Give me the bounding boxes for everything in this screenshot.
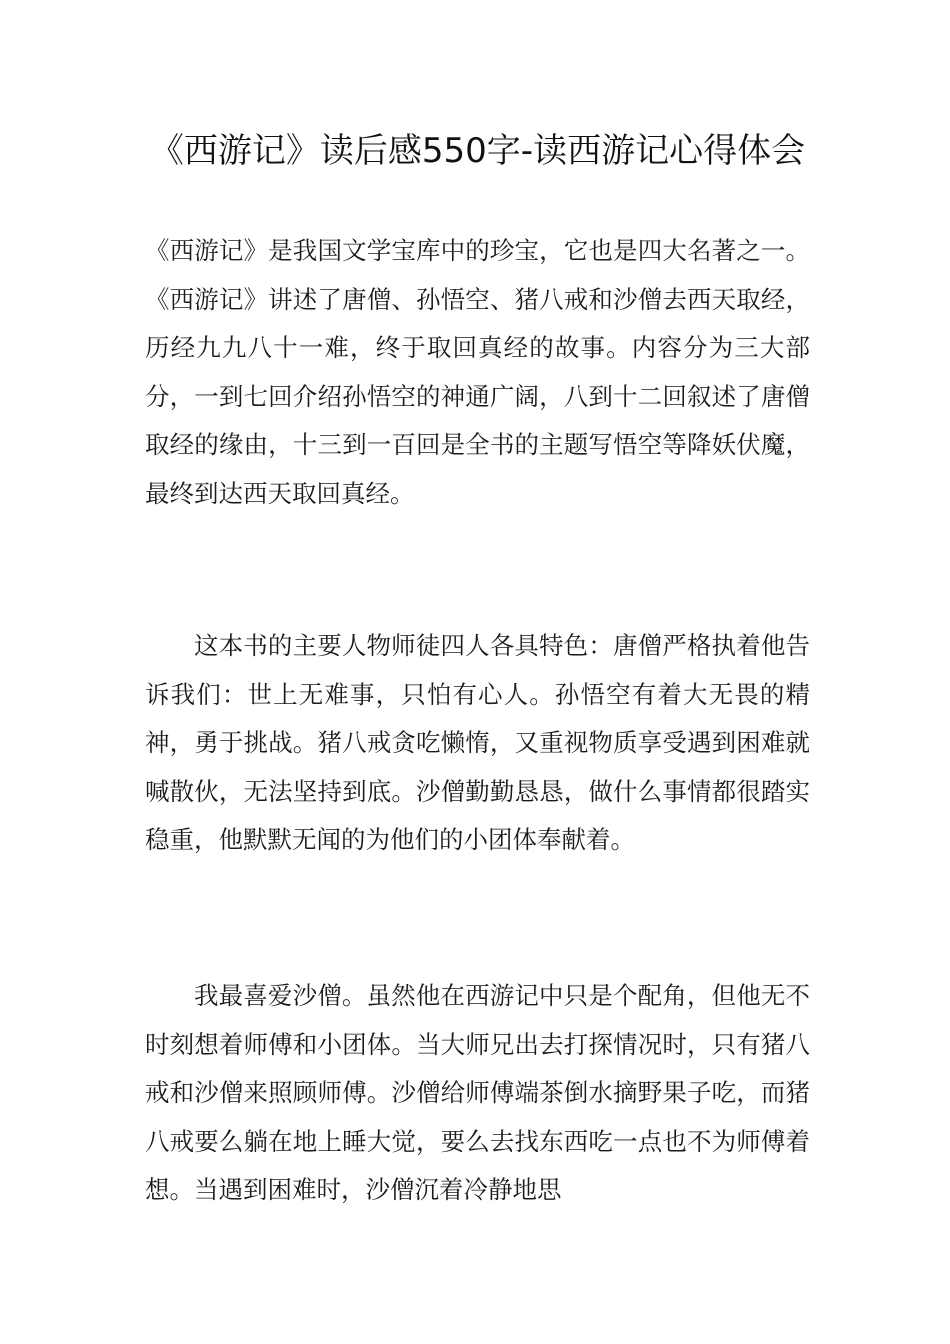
paragraph-favorite: 我最喜爱沙僧。虽然他在西游记中只是个配角，但他无不时刻想着师傅和小团体。当大师兄出去打探情况时，只有猪八戒和沙僧来照顾师傅。沙僧给师傅端茶倒水摘野果子吃，而猪八戒要么躺在地上睡大觉，要么去找东西吃一点也不为师傅着想。当遇到困难时，沙僧沉着冷静地思 bbox=[145, 981, 810, 1204]
document-title: 《西游记》读后感550字-读西游记心得体会 bbox=[149, 131, 806, 171]
paragraph-characters: 这本书的主要人物师徒四人各具特色：唐僧严格执着他告诉我们：世上无难事，只怕有心人。孙悟空有着大无畏的精神，勇于挑战。猪八戒贪吃懒惰，又重视物质享受遇到困难就喊散伙，无法坚持到底。沙僧勤勤恳恳，做什么事情都很踏实稳重，他默默无闻的为他们的小团体奉献着。 bbox=[145, 631, 810, 854]
paragraph-intro: 《西游记》是我国文学宝库中的珍宝，它也是四大名著之一。《西游记》讲述了唐僧、孙悟空、猪八戒和沙僧去西天取经，历经九九八十一难，终于取回真经的故事。内容分为三大部分，一到七回介绍孙悟空的神通广阔，八到十二回叙述了唐僧取经的缘由，十三到一百回是全书的主题写悟空等降妖伏魔，最终到达西天取回真经。 bbox=[145, 236, 810, 508]
